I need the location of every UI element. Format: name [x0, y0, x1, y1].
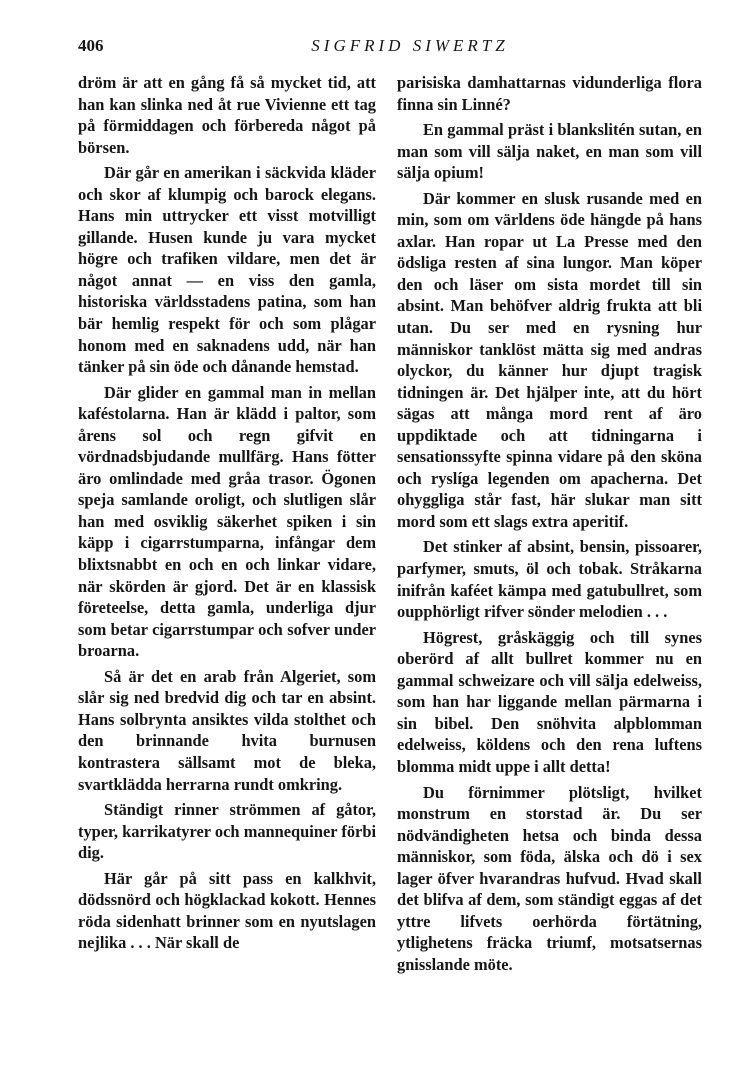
- running-title: SIGFRID SIWERTZ: [311, 36, 509, 55]
- paragraph: dröm är att en gång få så mycket tid, att han kan slinka ned åt rue Vivienne ett tag på förmiddagen och förbereda något på börsen.: [78, 73, 376, 157]
- paragraph: Det stinker af absint, bensin, pissoarer, parfymer, smuts, öl och tobak. Stråkarna inifrån kaféet kämpa med gatubullret, som oupphörligt rifver sönder melodien . . .: [397, 537, 702, 622]
- paragraph: Så är det en arab från Algeriet, som slår sig ned bredvid dig och tar en absint. Hans solbrynta ansiktes vilda stolthet och den brinnande hvita burnusen kontrastera sällsamt mot de bleka, svartklädda herrarna rundt omkring.: [78, 666, 376, 794]
- left-column: [78, 72, 376, 954]
- paragraph: Där går en amerikan i säckvida kläder och skor af klumpig och barock elegans. Hans min uttrycker ett visst motvilligt gillande. Husen kunde ju vara mycket högre och trafiken vildare, men det är något annat — en viss den gamla, historiska världsstadens patina, som han bär hemlig respekt för och som plågar honom med en saknadens udd, när han tänker på sin öde och dånande hemstad.: [78, 163, 376, 377]
- page-header: [78, 36, 712, 60]
- paragraph: parisiska damhattarnas vidunderliga flora finna sin Linné?: [397, 73, 702, 114]
- paragraph: Du förnimmer plötsligt, hvilket monstrum en storstad är. Du ser nödvändigheten hetsa och binda dessa människor, som föda, älska och dö i sex lager öfver hvarandras hufvud. Hvad skall det blifva af dem, som ständigt eggas af det yttre lifvets oerhörda förtätning, ytlighetens fräcka triumf, motsatsernas gnisslande möte.: [397, 782, 702, 974]
- paragraph: Högrest, gråskäggig och till synes oberörd af allt bullret kommer nu en gammal schweizare och vill sälja edelweiss, som han har liggande mellan pärmarna i sin bibel. Den snöhvita alpblomman edelweiss, köldens och den rena luftens blomma midt uppe i allt detta!: [397, 627, 702, 776]
- paragraph: En gammal präst i blankslitén sutan, en man som vill sälja naket, en man som vill sälja opium!: [397, 120, 702, 183]
- page-number: 406: [78, 36, 104, 55]
- right-column: [397, 72, 702, 975]
- paragraph: Här går på sitt pass en kalkhvit, dödssnörd och högklackad kokott. Hennes röda sidenhatt brinner som en nyutslagen nejlika . . . När skall de: [78, 868, 376, 953]
- paragraph: Där kommer en slusk rusande med en min, som om världens öde hängde på hans axlar. Han ropar ut La Presse med den ödsliga resten af sina lungor. Man köper den och läser om sista mordet till sin absint. Man behöfver aldrig frukta att bli utan. Du ser med en rysning hur människor tanklöst mätta sig med andras olyckor, du känner hur djupt tragisk tidningen är. Det hjälper inte, att du hört sägas att många mord rent af äro uppdiktade och att tidningarna i sensationssyfte spinna vidare på den sköna och ryslíga legenden om apacherna. Det ohyggliga står fast, här slukar man sitt mord som ett slags extra aperitif.: [397, 188, 702, 531]
- paragraph: Ständigt rinner strömmen af gåtor, typer, karrikatyrer och mannequiner förbi dig.: [78, 800, 376, 863]
- paragraph: Där glider en gammal man in mellan kaféstolarna. Han är klädd i paltor, som årens sol och regn gifvit en vördnadsbjudande mullfärg. Hans fötter äro omlindade med gråa trasor. Ögonen speja samlande oroligt, och slutligen slår han med osviklig säkerhet spiken i sin käpp i cigarrstumparna, infångar dem blixtsnabbt en och en och linkar vidare, när skörden är gjord. Det är en klassisk företeelse, detta gamla, underliga djur som betar cigarrstumpar och sofver under broarna.: [78, 382, 376, 661]
